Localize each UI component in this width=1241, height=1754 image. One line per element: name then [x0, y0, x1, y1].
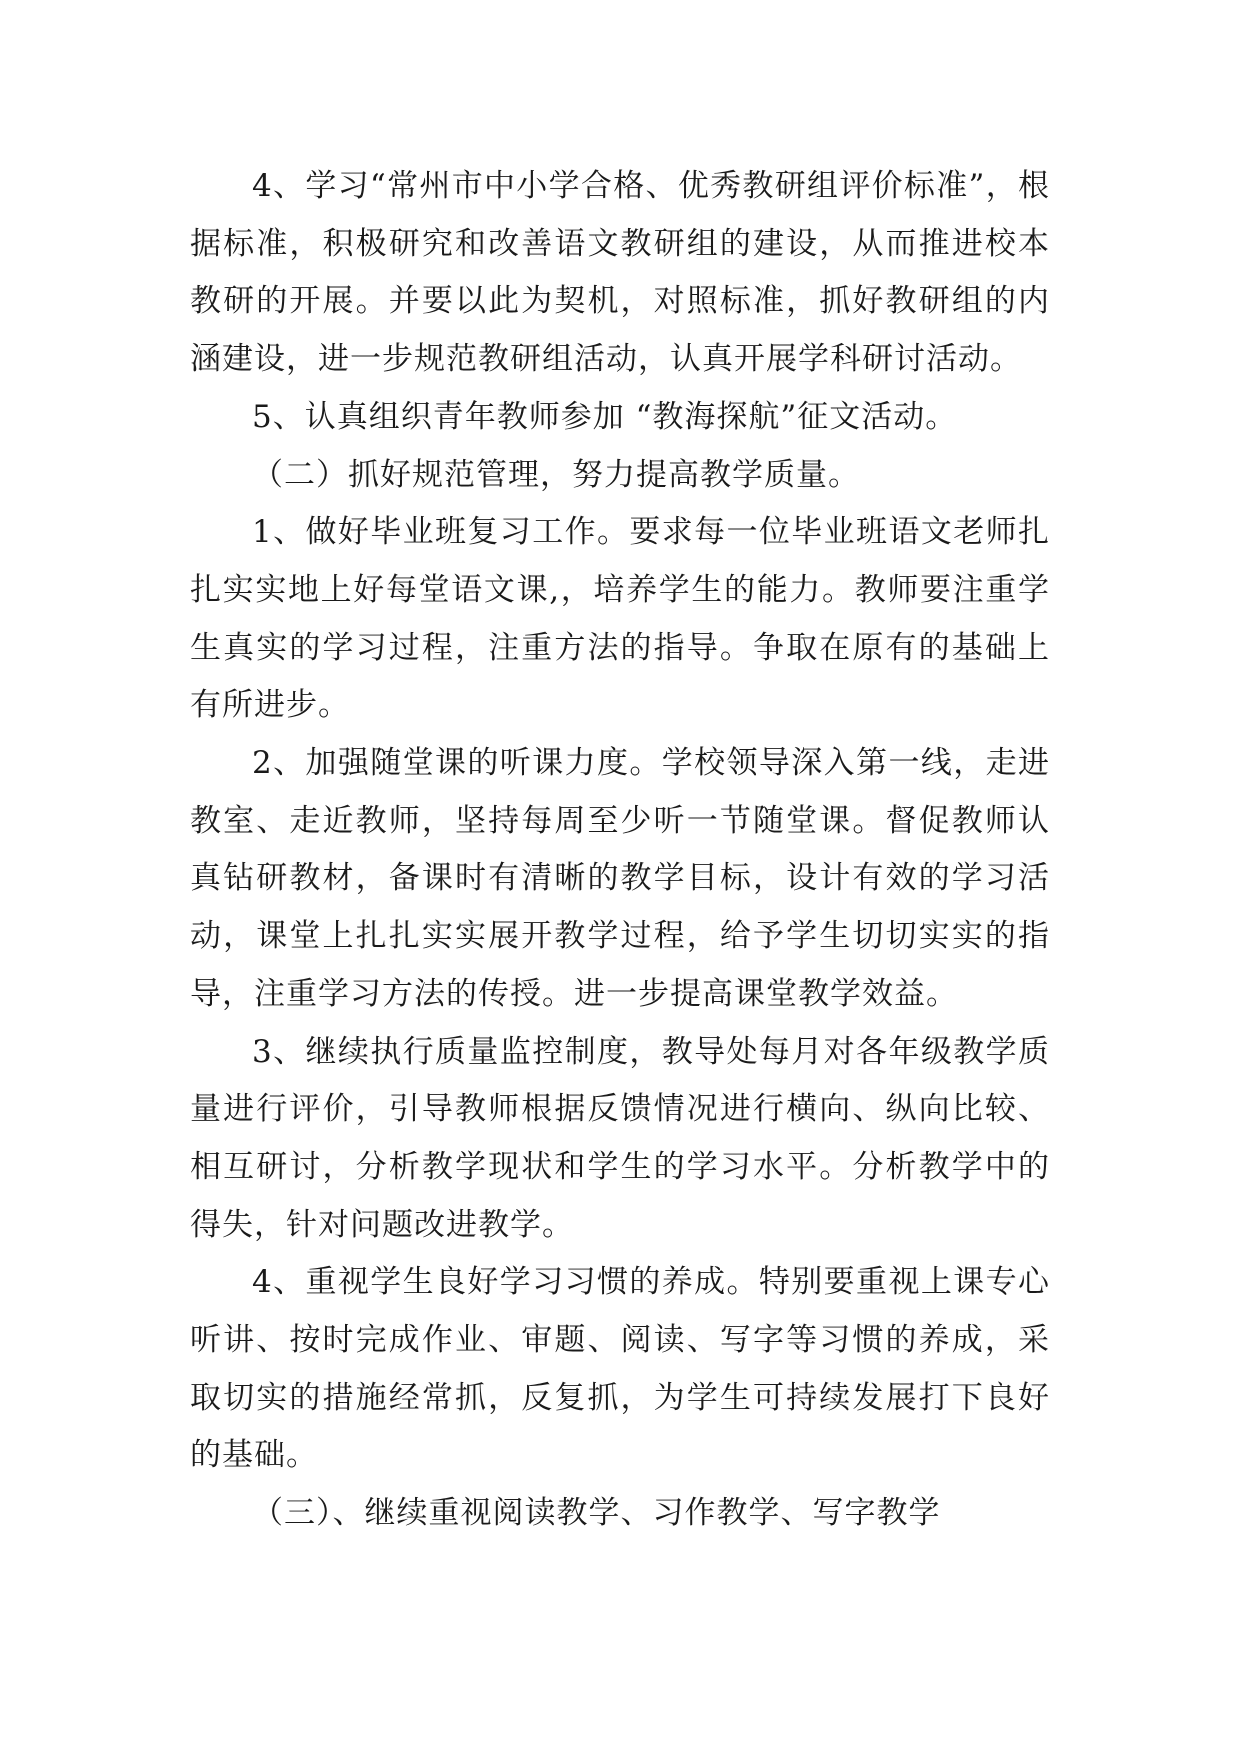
paragraph-item-1-graduation-review: 1、做好毕业班复习工作。要求每一位毕业班语文老师扎扎实实地上好每堂语文课,，培养学生的能力。教师要注重学生真实的学习过程，注重方法的指导。争取在原有的基础上有所进步。: [190, 514, 1050, 724]
paragraph-item-5-essay-activity: 5、认真组织青年教师参加 “教海探航”征文活动。: [252, 398, 958, 435]
document-body: [190, 158, 1050, 1543]
paragraph-item-3-quality-monitoring: 3、继续执行质量监控制度，教导处每月对各年级教学质量进行评价，引导教师根据反馈情况进行横向、纵向比较、相互研讨，分析教学现状和学生的学习水平。分析教学中的得失，针对问题改进教学。: [190, 1033, 1050, 1243]
paragraph-item-4-study-habits: 4、重视学生良好学习习惯的养成。特别要重视上课专心听讲、按时完成作业、审题、阅读、写字等习惯的养成，采取切实的措施经常抓，反复抓，为学生可持续发展打下良好的基础。: [190, 1264, 1050, 1474]
section-heading-2-management: （二）抓好规范管理，努力提高教学质量。: [252, 456, 860, 493]
paragraph-item-2-class-observation: 2、加强随堂课的听课力度。学校领导深入第一线，走进教室、走近教师，坚持每周至少听一节随堂课。督促教师认真钻研教材，备课时有清晰的教学目标，设计有效的学习活动，课堂上扎扎实实展开教学过程，给予学生切切实实的指导，注重学习方法的传授。进一步提高课堂教学效益。: [190, 745, 1050, 1012]
section-heading-3-reading-writing: （三）、继续重视阅读教学、习作教学、写字教学: [252, 1495, 941, 1532]
paragraph-item-4-teaching-group-standard: 4、学习“常州市中小学合格、优秀教研组评价标准”，根据标准，积极研究和改善语文教研组的建设，从而推进校本教研的开展。并要以此为契机，对照标准，抓好教研组的内涵建设，进一步规范教研组活动，认真开展学科研讨活动。: [190, 168, 1050, 378]
